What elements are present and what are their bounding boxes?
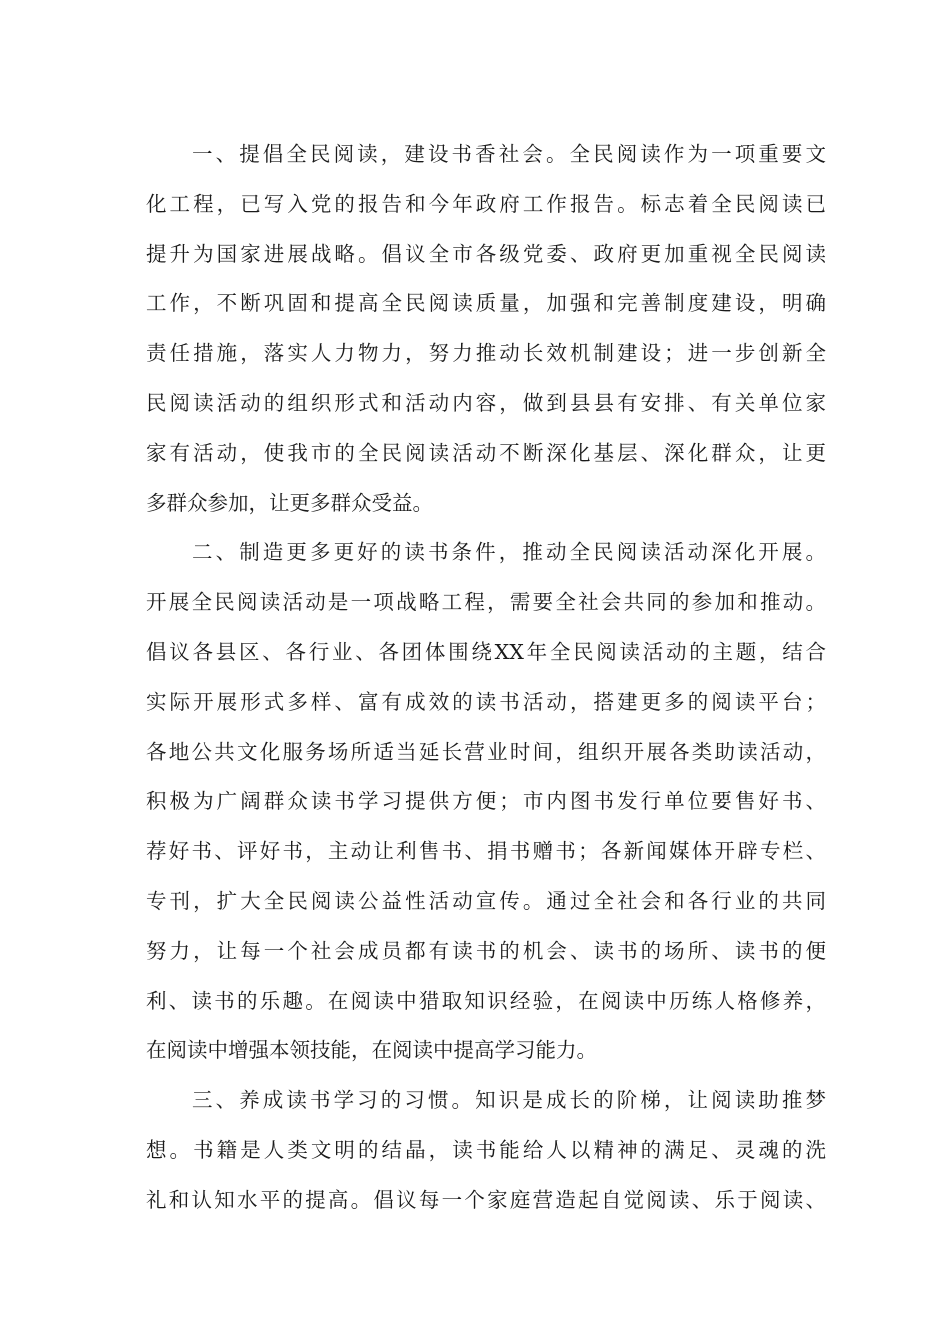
text-line: 二、制造更多更好的读书条件，推动全民阅读活动深化开展。	[192, 540, 826, 565]
text-line: 责任措施，落实人力物力，努力推动长效机制建设；进一步创新全	[146, 341, 826, 366]
text-line: 荐好书、评好书，主动让利售书、捐书赠书；各新闻媒体开辟专栏、	[146, 839, 826, 864]
text-line: 礼和认知水平的提高。倡议每一个家庭营造起自觉阅读、乐于阅读、	[146, 1187, 826, 1212]
text-line: 提升为国家进展战略。倡议全市各级党委、政府更加重视全民阅读	[146, 241, 826, 266]
text-line: 努力，让每一个社会成员都有读书的机会、读书的场所、读书的便	[146, 938, 826, 963]
text-line: 民阅读活动的组织形式和活动内容，做到县县有安排、有关单位家	[146, 390, 826, 415]
text-line: 化工程，已写入党的报告和今年政府工作报告。标志着全民阅读已	[146, 191, 826, 216]
text-line: 在阅读中增强本领技能，在阅读中提高学习能力。	[146, 1038, 597, 1063]
text-line: 家有活动，使我市的全民阅读活动不断深化基层、深化群众，让更	[146, 440, 826, 465]
document-body	[146, 130, 826, 1226]
text-line: 开展全民阅读活动是一项战略工程，需要全社会共同的参加和推动。	[146, 590, 826, 615]
text-line: 实际开展形式多样、富有成效的读书活动，搭建更多的阅读平台；	[146, 689, 826, 714]
paragraph-1	[146, 130, 826, 528]
text-line: 专刊，扩大全民阅读公益性活动宣传。通过全社会和各行业的共同	[146, 888, 826, 913]
paragraph-2	[146, 528, 826, 1076]
text-line: 一、提倡全民阅读，建设书香社会。全民阅读作为一项重要文	[192, 142, 826, 166]
text-line: 多群众参加，让更多群众受益。	[146, 490, 433, 515]
text-line: 利、读书的乐趣。在阅读中猎取知识经验，在阅读中历练人格修养，	[146, 988, 826, 1013]
paragraph-3	[146, 1076, 826, 1225]
text-line: 想。书籍是人类文明的结晶，读书能给人以精神的满足、灵魂的洗	[146, 1137, 826, 1162]
text-line: 积极为广阔群众读书学习提供方便；市内图书发行单位要售好书、	[146, 789, 826, 814]
text-line: 各地公共文化服务场所适当延长营业时间，组织开展各类助读活动，	[146, 739, 826, 764]
text-line: 工作，不断巩固和提高全民阅读质量，加强和完善制度建设，明确	[146, 291, 826, 316]
text-line: 三、养成读书学习的习惯。知识是成长的阶梯，让阅读助推梦	[192, 1088, 826, 1113]
text-line: 倡议各县区、各行业、各团体围绕XX年全民阅读活动的主题，结合	[146, 639, 826, 664]
